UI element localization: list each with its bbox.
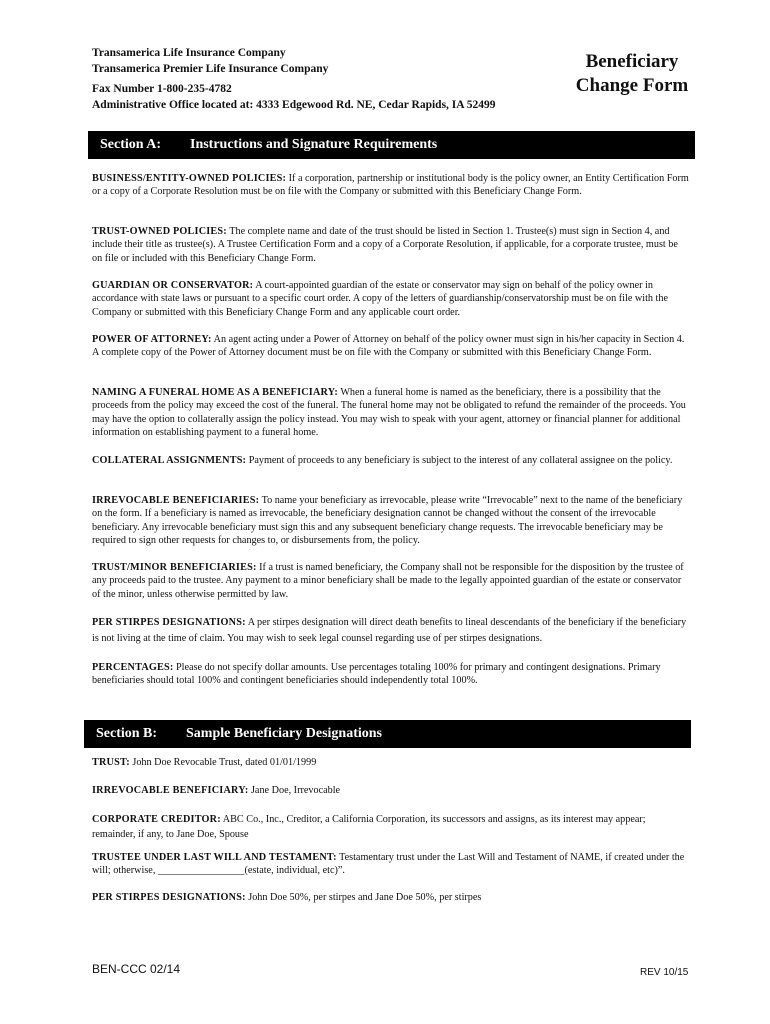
instruction-heading: GUARDIAN OR CONSERVATOR: (92, 280, 254, 291)
section-b-header (84, 720, 691, 748)
instruction-heading: PER STIRPES DESIGNATIONS: (92, 617, 246, 628)
sample-heading: IRREVOCABLE BENEFICIARY: (92, 785, 249, 796)
instruction-heading: POWER OF ATTORNEY: (92, 334, 212, 345)
instruction-funeral-home (92, 386, 690, 440)
sample-testamentary-trust (92, 851, 690, 878)
instruction-heading: TRUST/MINOR BENEFICIARIES: (92, 562, 257, 573)
sample-trust (92, 756, 690, 769)
sample-heading: PER STIRPES DESIGNATIONS: (92, 892, 246, 903)
fax-number: Fax Number 1-800-235-4782 (92, 83, 232, 95)
instruction-trust-minor (92, 561, 690, 601)
instruction-text: If a trust is named beneficiary, the Company shall not be responsible for the disposition by the trustee of any proceeds paid to the trustee. Any payment to a minor beneficiary shall be made to the legally appointed guardian of the estate or conservator of the minor, unless otherwise permitted by law. (92, 562, 684, 600)
form-title-line1: Beneficiary (585, 51, 679, 72)
instruction-heading: IRREVOCABLE BENEFICIARIES: (92, 495, 260, 506)
section-a-title: Instructions and Signature Requirements (190, 137, 438, 152)
instruction-power-of-attorney (92, 333, 690, 360)
form-title-line2: Change Form (575, 75, 689, 96)
instruction-text: A court-appointed guardian of the estate or conservator may sign on behalf of the policy owner in accordance with state laws or pursuant to a specific court order. A copy of the letters of guardianship/conservatorship must be on file with the Company or submitted with this Beneficiary Change Form and any applicable court order. (92, 280, 668, 318)
sample-per-stirpes (92, 891, 690, 904)
sample-text: John Doe 50%, per stirpes and Jane Doe 50%, per stirpes (248, 892, 482, 903)
company-header (92, 45, 562, 113)
instruction-text: If a corporation, partnership or institutional body is the policy owner, an Entity Certification Form or a copy of a Corporate Resolution must be on file with the Company or submitted with this Beneficiary Change Form. (92, 173, 689, 198)
sample-heading: TRUST: (92, 757, 130, 768)
instruction-percentages (92, 661, 690, 688)
company-name-1: Transamerica Life Insurance Company (92, 47, 286, 59)
sample-text: Testamentary trust under the Last Will and Testament of NAME, if created under the will; otherwise, _________________(estate, individual, etc)”. (92, 852, 685, 877)
section-b-title: Sample Beneficiary Designations (186, 726, 382, 741)
instruction-heading: TRUST-OWNED POLICIES: (92, 226, 227, 237)
section-a-header (88, 131, 695, 159)
instruction-heading: COLLATERAL ASSIGNMENTS: (92, 455, 247, 466)
section-a-label: Section A: (100, 137, 162, 152)
instruction-text: The complete name and date of the trust should be listed in Section 1. Trustee(s) must sign in Section 4, and include their title as trustee(s). A Trustee Certification Form and a copy of a Corporate Resolution, if applicable, for a corporate trustee, must be on file or included with this Beneficiary Change Form. (92, 226, 678, 264)
sample-heading: TRUSTEE UNDER LAST WILL AND TESTAMENT: (92, 852, 337, 863)
instruction-guardian (92, 279, 690, 319)
instruction-text: To name your beneficiary as irrevocable, please write “Irrevocable” next to the name of the beneficiary on the form. If a beneficiary is named as irrevocable, the beneficiary designation cannot be changed without the consent of the irrevocable beneficiary. Any irrevocable beneficiary must sign this and any subsequent beneficiary change requests. The irrevocable beneficiary may be required to sign other requests for changes to, or disbursements from, the policy. (92, 495, 683, 547)
sample-irrevocable (92, 784, 690, 797)
instruction-trust-owned (92, 225, 690, 265)
sample-corporate-creditor (92, 812, 690, 842)
instruction-business-entity (92, 172, 690, 199)
form-title (562, 50, 702, 98)
sample-text: ABC Co., Inc., Creditor, a California Corporation, its successors and assigns, as its interest may appear; remainder, if any, to Jane Doe, Spouse (92, 814, 646, 840)
sample-text: Jane Doe, Irrevocable (250, 785, 341, 796)
revision-code: REV 10/15 (640, 967, 689, 978)
section-b-label: Section B: (96, 726, 158, 741)
office-address: Administrative Office located at: 4333 Edgewood Rd. NE, Cedar Rapids, IA 52499 (92, 99, 496, 111)
instruction-heading: PERCENTAGES: (92, 662, 174, 673)
instruction-irrevocable (92, 494, 690, 548)
sample-heading: CORPORATE CREDITOR: (92, 814, 221, 825)
form-code: BEN-CCC 02/14 (92, 962, 181, 976)
instruction-text: Please do not specify dollar amounts. Use percentages totaling 100% for primary and contingent designations. Primary beneficiaries should total 100% and contingent beneficiaries should independently total 100%. (92, 662, 661, 687)
company-name-2: Transamerica Premier Life Insurance Company (92, 63, 329, 75)
instruction-per-stirpes (92, 615, 690, 647)
instruction-text: An agent acting under a Power of Attorney on behalf of the policy owner must sign in his/her capacity in Section 4. A complete copy of the Power of Attorney document must be on file with the Company or submitted with this Beneficiary Change Form. (92, 334, 685, 359)
sample-text: John Doe Revocable Trust, dated 01/01/1999 (132, 757, 317, 768)
instruction-heading: NAMING A FUNERAL HOME AS A BENEFICIARY: (92, 387, 338, 398)
instruction-text: Payment of proceeds to any beneficiary is subject to the interest of any collateral assignee on the policy. (248, 455, 673, 466)
instruction-heading: BUSINESS/ENTITY-OWNED POLICIES: (92, 173, 287, 184)
instruction-collateral (92, 454, 690, 467)
instruction-text: When a funeral home is named as the beneficiary, there is a possibility that the proceeds from the policy may exceed the cost of the funeral. The funeral home may not be obligated to refund the remainder of the proceeds. You may have the option to collaterally assign the policy instead. You may wish to speak with your agent, attorney or financial planner for additional information on establishing payment to a funeral home. (92, 387, 686, 439)
instruction-text: A per stirpes designation will direct death benefits to lineal descendants of the beneficiary if the beneficiary is not living at the time of claim. You may wish to seek legal counsel regarding use of per stirpes designations. (92, 617, 687, 644)
